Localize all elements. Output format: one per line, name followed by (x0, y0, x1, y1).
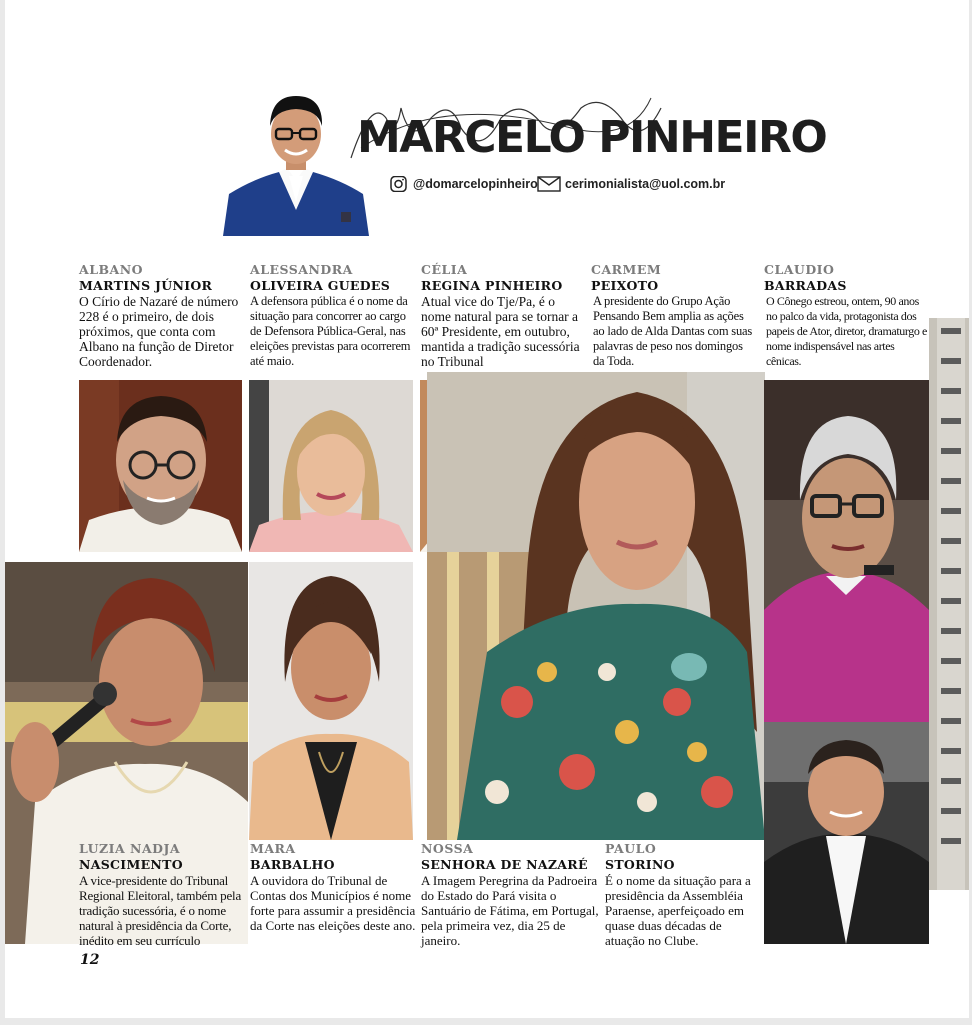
instagram-icon (389, 176, 409, 192)
photo-albano (79, 380, 242, 552)
first-name: NOSSA (421, 841, 474, 856)
item-text: A vice-presidente do Tribunal Regional Eleitoral, também pela tradição sucessória, é o nome natural à presidência da Corte, inédito em seu currículo (79, 873, 242, 948)
email-icon (537, 176, 561, 192)
item-nossa-senhora (421, 841, 605, 948)
item-text: A defensora pública é o nome da situação para concorrer ao cargo de Defensora Pública-Geral, nas eleições previstas para ocorrerem até maio. (250, 294, 411, 368)
last-name: MARTINS JÚNIOR (79, 278, 213, 293)
photo-carmem (427, 372, 765, 840)
item-albano (79, 262, 245, 369)
item-text: A presidente do Grupo Ação Pensando Bem amplia as ações ao lado de Alda Dantas com suas palavras de peso nos domingos da Toda. (591, 294, 757, 369)
item-text: O Círio de Nazaré de número 228 é o primeiro, de dois próximos, que conta com Albano na função de Diretor Coordenador. (79, 294, 239, 369)
item-text: Atual vice do Tje/Pa, é o nome natural para se tornar a 60ª Presidente, em outubro, mantida a tradição sucessória no Tribunal (421, 294, 580, 369)
last-name: REGINA PINHEIRO (421, 278, 563, 293)
instagram-text: @domarcelopinheiro (413, 177, 538, 191)
last-name: PEIXOTO (591, 278, 659, 293)
item-luzia (79, 841, 245, 948)
last-name: OLIVEIRA GUEDES (250, 278, 391, 293)
page-title: MARCELO PINHEIRO (357, 112, 827, 163)
first-name: CLAUDIO (764, 262, 835, 277)
photo-alessandra (249, 380, 413, 552)
item-text: A ouvidora do Tribunal de Contas dos Municípios é nome forte para assumir a presidência da Corte nas eleições deste ano. (250, 873, 416, 933)
item-text: O Cônego estreou, ontem, 90 anos no palco da vida, protagonista dos papeis de Ator, diretor, dramaturgo e nome indispensável nas artes cênicas. (764, 294, 930, 369)
item-text: É o nome da situação para a presidência da Assembléia Paraense, aperfeiçoado em quase duas décadas de atuação no Clube. (605, 873, 751, 948)
last-name: NASCIMENTO (79, 857, 183, 872)
photo-paulo (764, 722, 929, 944)
first-name: ALESSANDRA (250, 262, 353, 277)
item-claudio (764, 262, 930, 369)
item-alessandra (250, 262, 416, 369)
building-photo-strip (929, 318, 969, 890)
first-name: CÉLIA (421, 262, 468, 277)
first-name: MARA (250, 841, 296, 856)
first-name: LUZIA NADJA (79, 841, 181, 856)
item-text: A Imagem Peregrina da Padroeira do Estado do Pará visita o Santuário de Fátima, em Portugal, pela primeira vez, dia 25 de janeiro. (421, 873, 599, 948)
first-name: PAULO (605, 841, 657, 856)
item-mara (250, 841, 416, 933)
photo-mara (249, 562, 413, 840)
magazine-page (5, 0, 969, 1018)
item-paulo (605, 841, 764, 948)
email-text: cerimonialista@uol.com.br (565, 177, 726, 191)
page-number: 12 (80, 952, 100, 968)
last-name: BARBALHO (250, 857, 335, 872)
last-name: BARRADAS (764, 278, 847, 293)
photo-claudio (764, 380, 929, 722)
first-name: CARMEM (591, 262, 662, 277)
first-name: ALBANO (79, 262, 144, 277)
item-carmem (591, 262, 757, 369)
last-name: SENHORA DE NAZARÉ (421, 857, 588, 872)
last-name: STORINO (605, 857, 675, 872)
item-celia (421, 262, 587, 369)
instagram-handle (389, 176, 538, 192)
email-contact (537, 176, 725, 192)
